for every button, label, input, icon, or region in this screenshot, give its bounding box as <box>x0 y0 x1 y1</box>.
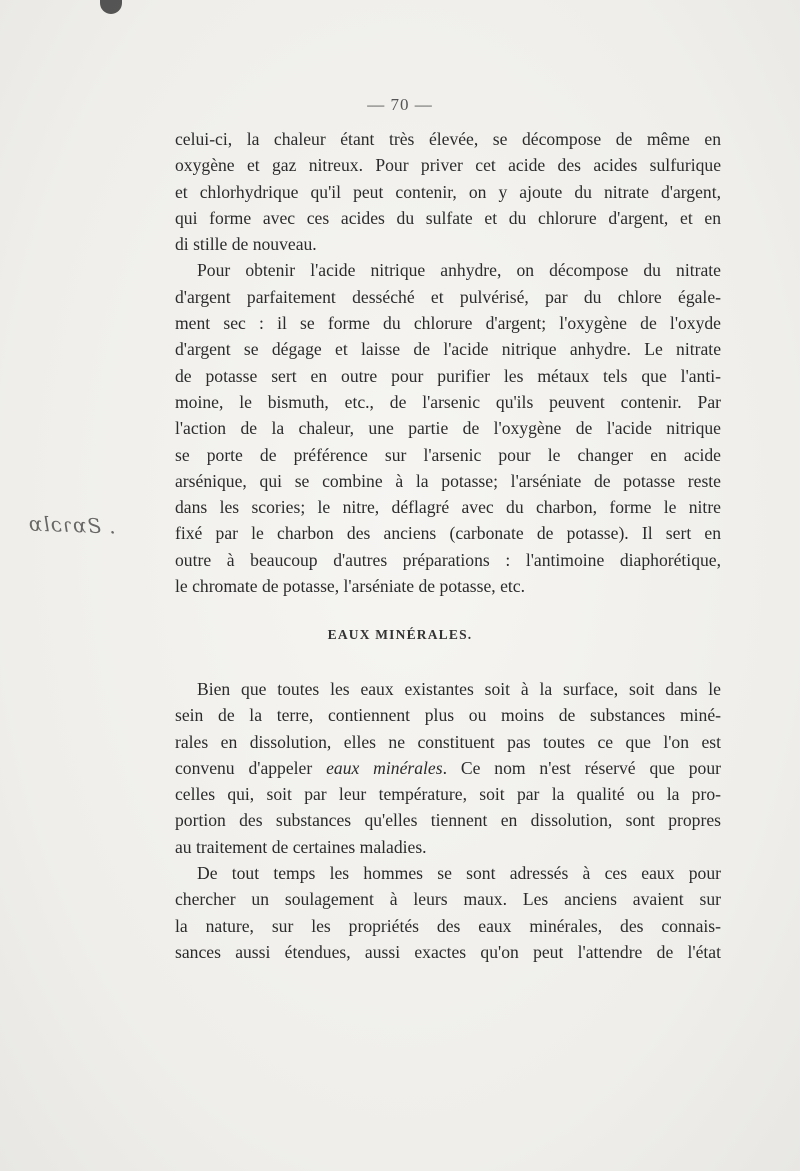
text-line: fixé par le charbon des anciens (carbonate de potasse). Il sert en <box>175 523 721 544</box>
text-line: qui forme avec ces acides du sulfate et du chlorure d'argent, et en <box>175 207 721 228</box>
page-number: — 70 — <box>367 95 433 114</box>
ink-speck <box>100 0 122 14</box>
text-line: outre à beaucoup d'autres préparations : l'antimoine diaphorétique, <box>175 549 721 570</box>
text-line: Bien que toutes les eaux existantes soit à la surface, soit dans le <box>197 679 721 699</box>
text-line: portion des substances qu'elles tiennent en dissolution, sont propres <box>175 810 721 831</box>
text-line: arsénique, qui se combine à la potasse; l'arséniate de potasse reste <box>175 470 721 491</box>
text-block-1 <box>175 126 721 599</box>
paragraph-mineral-waters <box>175 676 721 860</box>
text-line: au traitement de certaines maladies. <box>175 836 427 857</box>
text-block-2 <box>175 676 721 965</box>
text-line: sances aussi étendues, aussi exactes qu'on peut l'attendre de l'état <box>175 941 721 962</box>
text-line: et chlorhydrique qu'il peut contenir, on y ajoute du nitrate d'argent, <box>175 181 721 202</box>
text-line: se porte de préférence sur l'arsenic pour le changer en acide <box>175 444 721 465</box>
text-line: oxygène et gaz nitreux. Pour priver cet acide des acides sulfurique <box>175 155 721 176</box>
section-heading: EAUX MINÉRALES. <box>327 627 473 642</box>
text-line: Pour obtenir l'acide nitrique anhydre, on décompose du nitrate <box>197 260 721 281</box>
text-line-with-italic <box>175 755 721 781</box>
text-line: moine, le bismuth, etc., de l'arsenic qu'ils peuvent contenir. Par <box>175 391 721 412</box>
margin-note: . Ƨɒɿɔlɒ <box>27 511 117 539</box>
text-fragment: convenu d'appeler <box>175 757 327 778</box>
text-line: celles qui, soit par leur température, soit par la qualité ou la pro- <box>175 784 721 805</box>
text-line: de potasse sert en outre pour purifier les métaux tels que l'anti- <box>175 365 721 386</box>
text-fragment: . Ce nom n'est réservé que pour <box>442 757 721 778</box>
text-line: l'action de la chaleur, une partie de l'oxygène de l'acide nitrique <box>175 418 721 439</box>
italic-term: eaux minérales <box>326 757 443 778</box>
paragraph-nitric-acid <box>175 257 721 599</box>
text-line: celui-ci, la chaleur étant très élevée, se décompose de même en <box>175 129 721 149</box>
text-line: d'argent parfaitement desséché et pulvérisé, par du chlore égale- <box>175 286 721 307</box>
text-line: ment sec : il se forme du chlorure d'argent; l'oxygène de l'oxyde <box>175 313 721 334</box>
paragraph-ancients <box>175 860 721 965</box>
paragraph-continuation <box>175 126 721 257</box>
text-line: di stille de nouveau. <box>175 234 317 255</box>
text-line: d'argent se dégage et laisse de l'acide nitrique anhydre. Le nitrate <box>175 339 721 360</box>
text-line: sein de la terre, contiennent plus ou moins de substances miné- <box>175 705 721 726</box>
text-line: le chromate de potasse, l'arséniate de potasse, etc. <box>175 576 526 597</box>
text-line: chercher un soulagement à leurs maux. Les anciens avaient sur <box>175 889 721 910</box>
text-line: la nature, sur les propriétés des eaux minérales, des connais- <box>175 915 721 936</box>
text-line: De tout temps les hommes se sont adressés à ces eaux pour <box>197 863 721 884</box>
text-line: dans les scories; le nitre, déflagré avec du charbon, forme le nitre <box>175 497 721 518</box>
text-line: rales en dissolution, elles ne constituent pas toutes ce que l'on est <box>175 731 721 752</box>
